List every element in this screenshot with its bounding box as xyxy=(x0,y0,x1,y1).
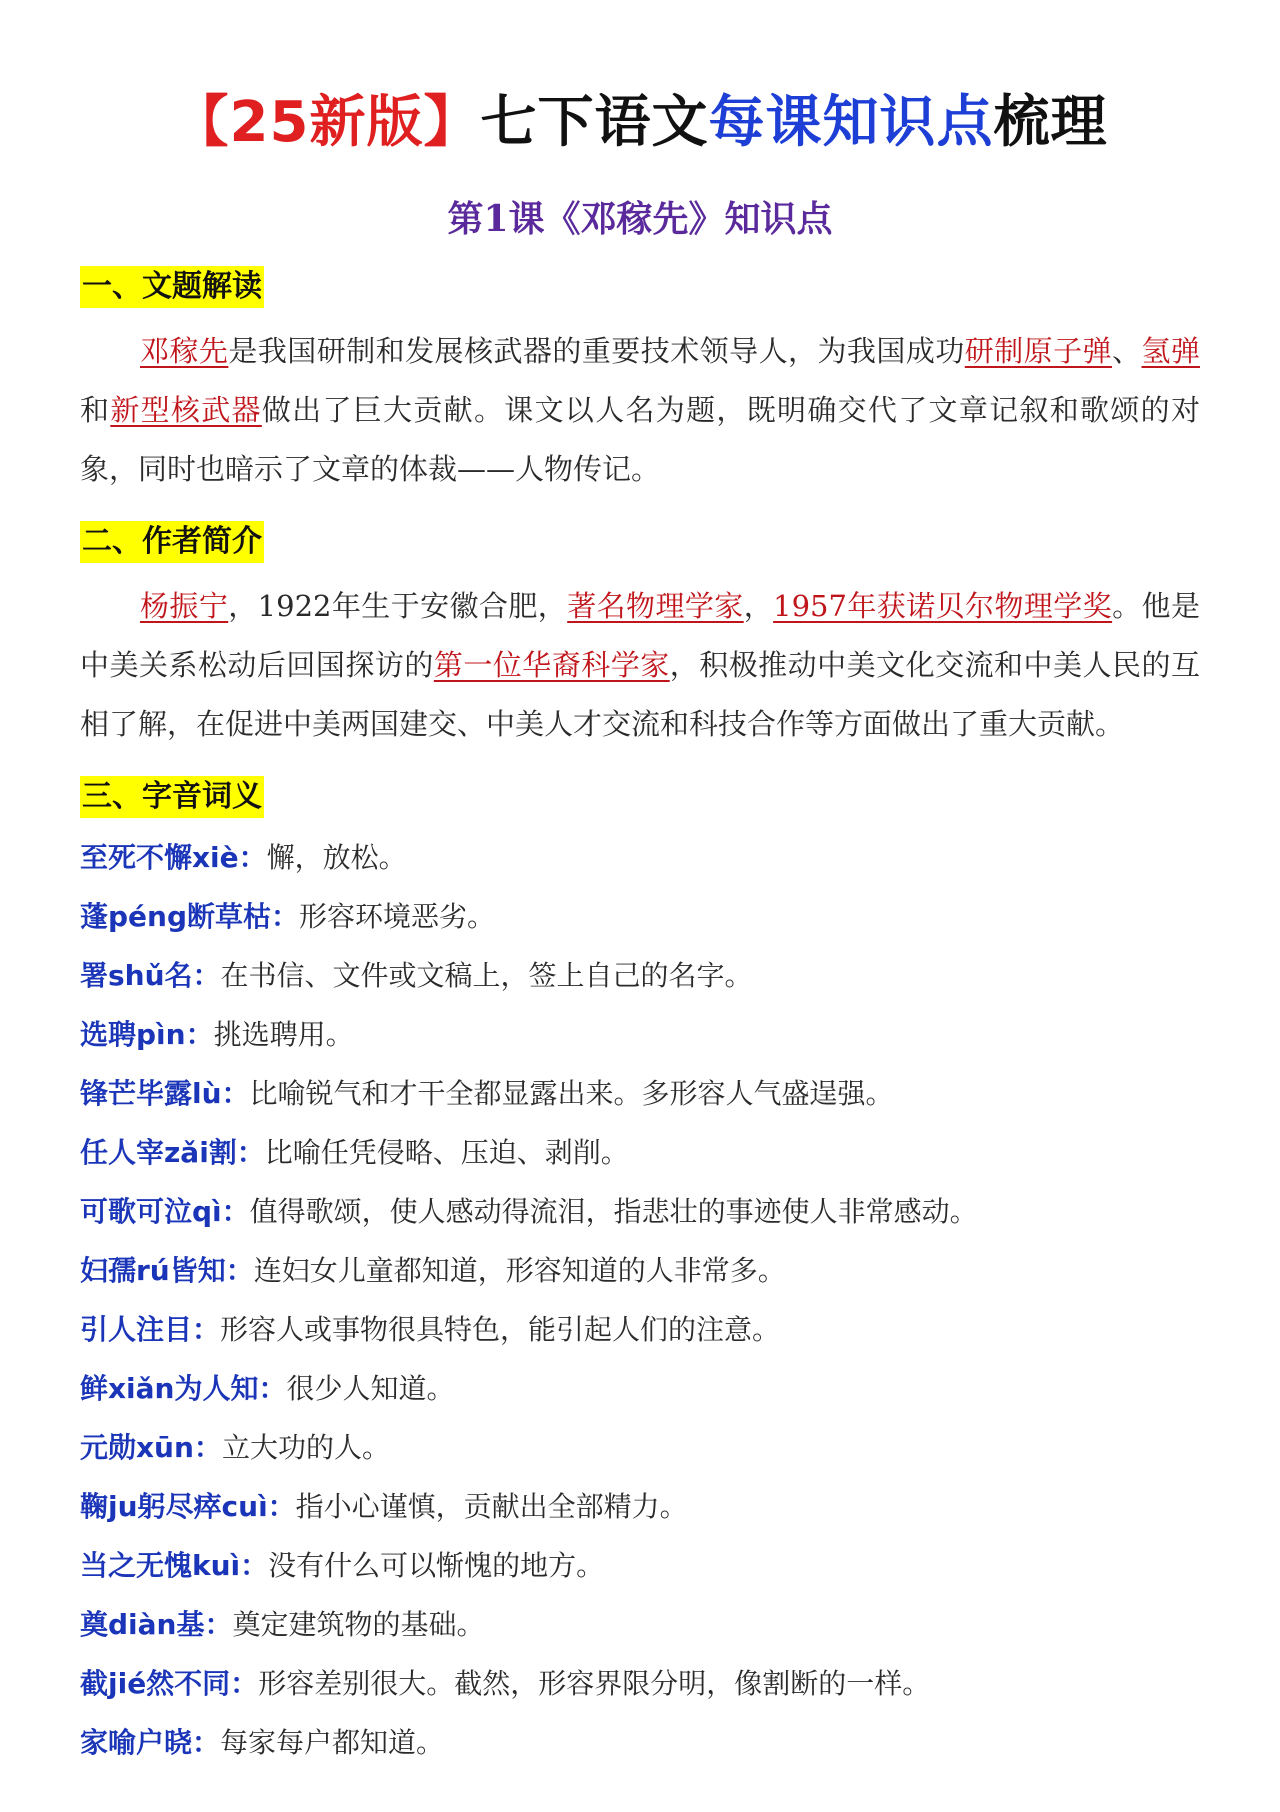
section-paragraph xyxy=(80,322,1200,499)
highlight-text: 新型核武器 xyxy=(110,393,262,427)
vocab-item xyxy=(80,1182,1200,1241)
title-keyword: 每课知识点 xyxy=(708,90,994,155)
title-suffix: 梳理 xyxy=(993,90,1108,155)
highlight-text: 邓稼先 xyxy=(140,334,229,368)
section-title-interpretation xyxy=(80,266,1200,499)
title-edition-tag: 【25新版】 xyxy=(172,90,481,155)
vocab-term: 至死不懈xiè： xyxy=(80,841,267,874)
vocab-term: 署shǔ名： xyxy=(80,959,221,992)
vocab-item xyxy=(80,1595,1200,1654)
vocab-definition: 连妇女儿童都知道，形容知道的人非常多。 xyxy=(253,1254,786,1287)
body-text: ，积极推动中美文化交流和中美人民的互相了解，在促进中美两国建交、中美人才交流和科技合作等方面做出了重大贡献。 xyxy=(80,648,1200,741)
vocab-term: 妇孺rú皆知： xyxy=(80,1254,254,1287)
vocab-item xyxy=(80,1241,1200,1300)
body-text: ， xyxy=(743,589,774,623)
vocab-item xyxy=(80,1359,1200,1418)
section-heading: 三、字音词义 xyxy=(80,776,264,818)
vocab-term: 鞠ju躬尽瘁cuì： xyxy=(80,1490,296,1523)
vocab-definition: 形容人或事物很具特色，能引起人们的注意。 xyxy=(220,1313,781,1346)
vocab-definition: 比喻锐气和才干全都显露出来。多形容人气盛逞强。 xyxy=(249,1077,894,1110)
vocab-definition: 没有什么可以惭愧的地方。 xyxy=(268,1549,605,1582)
vocab-definition: 在书信、文件或文稿上，签上自己的名字。 xyxy=(220,959,753,992)
highlight-text: 杨振宁 xyxy=(140,589,229,623)
vocab-definition: 每家每户都知道。 xyxy=(220,1726,445,1759)
vocab-term: 截jié然不同： xyxy=(80,1667,259,1700)
section-vocabulary xyxy=(80,776,1200,1772)
highlight-text: 1957年获诺贝尔物理学奖 xyxy=(773,589,1113,623)
vocab-definition: 比喻任凭侵略、压迫、剥削。 xyxy=(264,1136,629,1169)
body-text: ，1922年生于安徽合肥， xyxy=(228,589,568,623)
lesson-title: 第1课《邓稼先》知识点 xyxy=(447,198,833,240)
vocab-item xyxy=(80,1536,1200,1595)
highlight-text: 氢弹 xyxy=(1141,334,1200,368)
title-subject: 七下语文 xyxy=(480,90,709,155)
vocab-definition: 值得歌颂，使人感动得流泪，指悲壮的事迹使人非常感动。 xyxy=(249,1195,978,1228)
vocab-term: 当之无愧kuì： xyxy=(80,1549,269,1582)
vocab-item xyxy=(80,1300,1200,1359)
vocab-definition: 指小心谨慎，贡献出全部精力。 xyxy=(295,1490,688,1523)
vocab-term: 元勋xūn： xyxy=(80,1431,222,1464)
vocab-item xyxy=(80,1005,1200,1064)
section-heading: 二、作者简介 xyxy=(80,521,264,563)
body-text: 和 xyxy=(80,393,111,427)
vocab-term: 引人注目： xyxy=(80,1313,221,1346)
vocab-definition: 懈，放松。 xyxy=(266,841,407,874)
section-author-intro xyxy=(80,521,1200,754)
vocab-term: 奠diàn基： xyxy=(80,1608,233,1641)
vocab-definition: 挑选聘用。 xyxy=(213,1018,354,1051)
vocab-definition: 形容差别很大。截然，形容界限分明，像割断的一样。 xyxy=(258,1667,931,1700)
section-paragraph xyxy=(80,577,1200,754)
main-title xyxy=(80,0,1200,168)
vocab-item xyxy=(80,1064,1200,1123)
section-heading: 一、文题解读 xyxy=(80,266,264,308)
vocab-item xyxy=(80,1123,1200,1182)
body-text: 、 xyxy=(1112,334,1142,368)
vocab-item xyxy=(80,1477,1200,1536)
vocab-item xyxy=(80,1713,1200,1772)
body-text: 是我国研制和发展核武器的重要技术领导人，为我国成功 xyxy=(228,334,965,368)
vocab-term: 鲜xiǎn为人知： xyxy=(80,1372,287,1405)
vocab-term: 任人宰zǎi割： xyxy=(80,1136,265,1169)
vocab-term: 家喻户晓： xyxy=(80,1726,221,1759)
highlight-text: 研制原子弹 xyxy=(964,334,1113,368)
vocab-term: 锋芒毕露lù： xyxy=(80,1077,250,1110)
vocab-term: 可歌可泣qì： xyxy=(80,1195,250,1228)
vocab-list xyxy=(80,828,1200,1772)
vocab-definition: 形容环境恶劣。 xyxy=(299,900,496,933)
vocab-item xyxy=(80,946,1200,1005)
body-text: 做出了巨大贡献。课文以人名为题，既明确交代了文章记叙和歌颂的对象，同时也暗示了文章的体裁——人物传记。 xyxy=(80,393,1200,486)
highlight-text: 著名物理学家 xyxy=(567,589,744,623)
vocab-definition: 很少人知道。 xyxy=(286,1372,455,1405)
vocab-item xyxy=(80,828,1200,887)
vocab-definition: 奠定建筑物的基础。 xyxy=(232,1608,485,1641)
vocab-item xyxy=(80,1654,1200,1713)
vocab-term: 选聘pìn： xyxy=(80,1018,214,1051)
vocab-term: 蓬péng断草枯： xyxy=(80,900,300,933)
vocab-definition: 立大功的人。 xyxy=(221,1431,390,1464)
vocab-item xyxy=(80,887,1200,946)
highlight-text: 第一位华裔科学家 xyxy=(433,648,670,682)
body-text: 。他是中美关系松动后回国探访的 xyxy=(80,589,1200,682)
vocab-item xyxy=(80,1418,1200,1477)
